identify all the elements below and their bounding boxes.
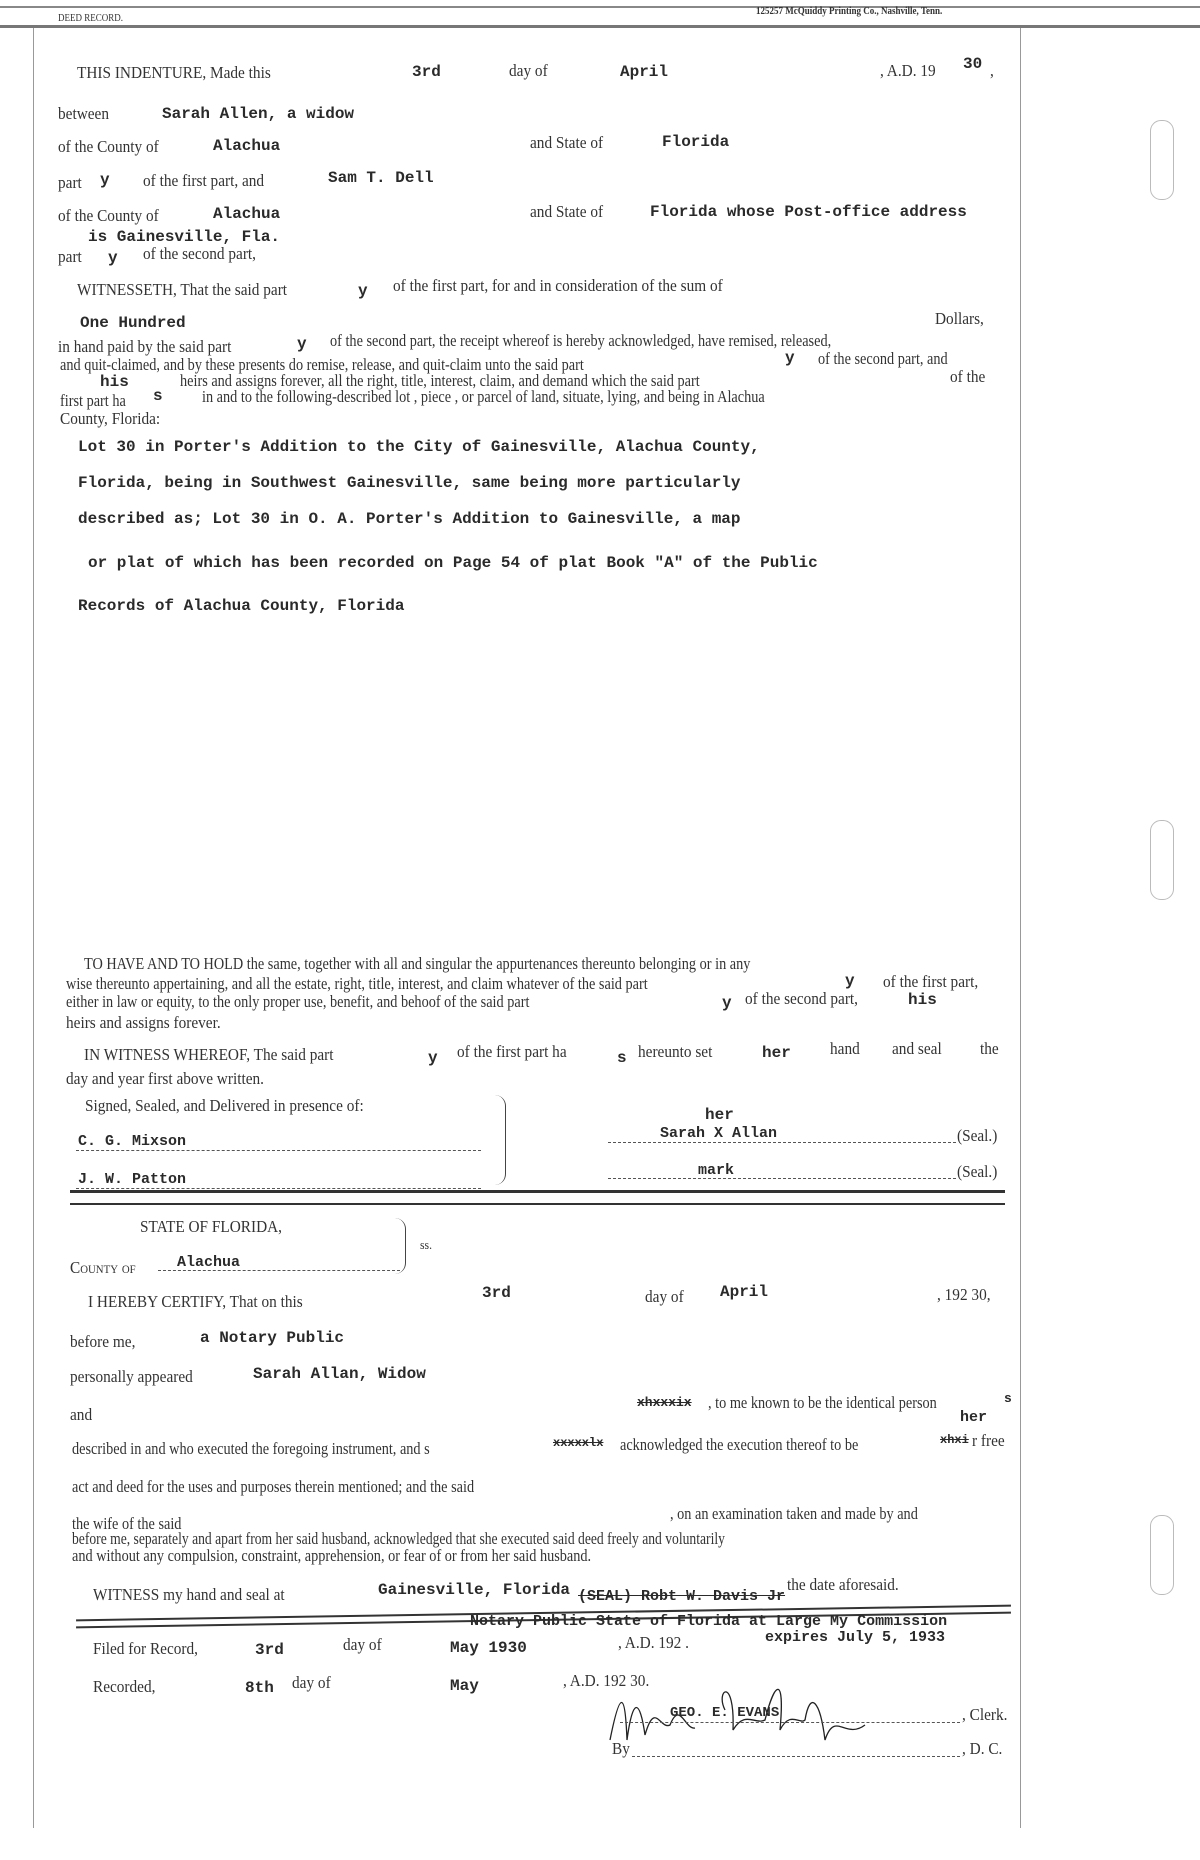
commission-expires: expires July 5, 1933 — [765, 1629, 946, 1646]
habendum-line: heirs and assigns forever. — [66, 1013, 221, 1032]
deputy-line — [632, 1756, 960, 1757]
county-of-label: County of — [70, 1258, 136, 1277]
mark-line — [608, 1178, 956, 1179]
body-line: of the — [950, 367, 986, 386]
habendum-line: of the second part, — [745, 989, 859, 1008]
in-witness-a: IN WITNESS WHEREOF, The said part — [84, 1045, 334, 1064]
indenture-day: 3rd — [412, 63, 441, 81]
state-label: and State of — [530, 202, 604, 221]
habendum-y: y — [722, 994, 732, 1012]
legal-description-line: or plat of which has been recorded on Page 54 of plat Book "A" of the Public — [88, 554, 818, 572]
county-label: of the County of — [58, 206, 159, 225]
grantor-signature: Sarah X Allan — [660, 1125, 778, 1142]
grantor-county: Alachua — [213, 137, 281, 155]
right-margin-line — [1020, 28, 1021, 1828]
body-line: and quit-claimed, and by these presents do remise, release, and quit-claim unto the said part — [60, 355, 584, 374]
grantor-state: Florida — [662, 133, 730, 151]
first-part-text: of the first part, and — [143, 171, 265, 190]
wife-text: the wife of the said — [72, 1514, 182, 1533]
body-line: in hand paid by the said part — [58, 337, 232, 356]
habendum-his: his — [908, 991, 937, 1009]
recorded-ad: , A.D. 192 30. — [563, 1671, 650, 1690]
binding-hole — [1150, 120, 1174, 200]
struck-text: xxxxxlx — [553, 1436, 604, 1450]
grantee-address: is Gainesville, Fla. — [88, 228, 281, 246]
ack-county: Alachua — [177, 1254, 241, 1271]
grantor-name: Sarah Allen, a widow — [162, 105, 355, 123]
indenture-label: THIS INDENTURE, Made this — [77, 63, 271, 82]
correction-her: her — [960, 1409, 988, 1426]
described-text: r free — [972, 1431, 1005, 1450]
body-line: first part ha — [60, 391, 126, 410]
party-label: part — [58, 173, 82, 192]
county-label: of the County of — [58, 137, 159, 156]
day-of-label: day of — [343, 1635, 382, 1654]
mark-label: mark — [698, 1162, 735, 1179]
notary-signature: (SEAL) Robt W. Davis Jr — [578, 1588, 786, 1605]
notary-title: Notary Public State of Florida at Large My Commission — [470, 1613, 948, 1630]
section-rule — [70, 1203, 1005, 1205]
grantee-name: Sam T. Dell — [328, 169, 434, 187]
ack-year: , 192 30, — [937, 1285, 991, 1304]
binding-hole — [1150, 820, 1174, 900]
legal-description-line: Lot 30 in Porter's Addition to the City of Gainesville, Alachua County, — [78, 438, 760, 456]
second-part-text: of the second part, — [143, 244, 257, 263]
in-witness-e: and seal — [892, 1039, 942, 1058]
party-label: part — [58, 247, 82, 266]
ack-month: April — [720, 1283, 769, 1301]
binding-hole — [1150, 1515, 1174, 1595]
day-of-label: day of — [645, 1287, 684, 1306]
printer-label: 125257 McQuiddy Printing Co., Nashville, Tenn. — [756, 6, 943, 17]
body-his: his — [100, 373, 129, 391]
mark-her: her — [705, 1106, 734, 1124]
dollars-label: Dollars, — [935, 309, 984, 328]
body-line: County, Florida: — [60, 409, 161, 428]
state-label: and State of — [530, 133, 604, 152]
habendum-y: y — [845, 972, 855, 990]
indenture-month: April — [620, 63, 669, 81]
witnesseth-y: y — [358, 282, 368, 300]
in-witness-s: s — [617, 1049, 627, 1067]
before-text: before me, separately and apart from her said husband, acknowledged that she executed said deed freely and voluntarily — [72, 1529, 725, 1548]
struck-text: xhxxxix — [637, 1395, 692, 1410]
dc-label: , D. C. — [962, 1739, 1003, 1758]
in-witness-b: of the first part ha — [457, 1042, 567, 1061]
ad-label: , A.D. 19 — [880, 61, 936, 80]
witness-place: Gainesville, Florida — [378, 1581, 571, 1599]
left-margin-line — [33, 28, 34, 1828]
ss-label: ss. — [420, 1237, 433, 1252]
exam-text: , on an examination taken and made by and — [670, 1504, 918, 1523]
filed-day: 3rd — [255, 1641, 284, 1659]
appeared-name: Sarah Allan, Widow — [253, 1365, 426, 1383]
described-text: acknowledged the execution thereof to be — [620, 1435, 859, 1454]
body-line: of the second part, and — [818, 349, 948, 368]
section-rule — [70, 1190, 1005, 1193]
officer-title: a Notary Public — [200, 1329, 345, 1347]
grantee-state: Florida whose Post-office address — [650, 203, 967, 221]
by-label: By — [612, 1739, 630, 1758]
clerk-name: GEO. E. EVANS — [670, 1705, 780, 1721]
habendum-line: wise thereunto appertaining, and all the estate, right, title, interest, and claim whatever of the said part — [66, 974, 648, 993]
between-label: between — [58, 104, 109, 123]
county-line — [158, 1270, 400, 1271]
legal-description-line: Records of Alachua County, Florida — [78, 597, 405, 615]
venue-brace — [395, 1218, 406, 1274]
day-of-label: day of — [509, 61, 548, 80]
without-text: and without any compulsion, constraint, apprehension, or fear of or from her said husband. — [72, 1546, 592, 1565]
filed-ad: , A.D. 192 . — [618, 1633, 689, 1652]
state-heading: STATE OF FLORIDA, — [140, 1217, 283, 1236]
witness-1: C. G. Mixson — [78, 1133, 187, 1150]
signed-sealed-label: Signed, Sealed, and Delivered in presence of: — [85, 1096, 364, 1115]
in-witness-l2: day and year first above written. — [66, 1069, 264, 1088]
recorded-label: Recorded, — [93, 1677, 156, 1696]
struck-text: xhxi — [940, 1433, 969, 1447]
body-y: y — [785, 349, 795, 367]
seal-label: (Seal.) — [957, 1162, 998, 1181]
signature-brace — [495, 1095, 506, 1185]
habendum-line: of the first part, — [883, 972, 979, 991]
consideration-amount: One Hundred — [80, 314, 186, 332]
witness-2-line — [76, 1188, 481, 1189]
in-witness-f: the — [980, 1039, 999, 1058]
in-witness-y: y — [428, 1049, 438, 1067]
party-suffix: y — [108, 249, 118, 267]
clerk-line — [620, 1722, 960, 1723]
body-s: s — [153, 387, 163, 405]
habendum-line: either in law or equity, to the only proper use, benefit, and behoof of the said part — [66, 992, 530, 1011]
header-rule-top — [0, 6, 1200, 8]
and-label: and — [70, 1405, 93, 1424]
witness-hand-label: WITNESS my hand and seal at — [93, 1585, 285, 1604]
seal-label: (Seal.) — [957, 1126, 998, 1145]
recorded-day: 8th — [245, 1679, 274, 1697]
filed-month: May 1930 — [450, 1639, 527, 1657]
habendum-line: TO HAVE AND TO HOLD the same, together with all and singular the appurtenances thereunto belonging or in any — [84, 954, 751, 973]
in-witness-d: hand — [830, 1039, 860, 1058]
witnesseth-a: WITNESSETH, That the said part — [77, 280, 288, 299]
witness-2: J. W. Patton — [78, 1171, 187, 1188]
body-line: heirs and assigns forever, all the right, title, interest, claim, and demand which the said part — [180, 371, 700, 390]
before-me-label: before me, — [70, 1332, 136, 1351]
act-text: act and deed for the uses and purposes therein mentioned; and the said — [72, 1477, 475, 1496]
day-of-label: day of — [292, 1673, 331, 1692]
described-text: described in and who executed the foregoing instrument, and s — [72, 1439, 430, 1458]
indenture-year: 30 — [963, 55, 983, 73]
witness-1-line — [76, 1150, 481, 1151]
grantee-county: Alachua — [213, 205, 281, 223]
legal-description-line: Florida, being in Southwest Gainesville, same being more particularly — [78, 474, 741, 492]
grantor-signature-line — [608, 1142, 956, 1143]
body-line: of the second part, the receipt whereof is hereby acknowledged, have remised, released, — [330, 331, 832, 350]
body-y: y — [297, 335, 307, 353]
witnesseth-b: of the first part, for and in consideration of the sum of — [393, 276, 723, 295]
certify-label: I HEREBY CERTIFY, That on this — [88, 1292, 303, 1311]
deed-record-label: DEED RECORD. — [58, 13, 124, 24]
body-line: in and to the following-described lot , piece , or parcel of land, situate, lying, and being in Alachua — [202, 387, 765, 406]
comma: , — [990, 61, 994, 80]
legal-description-line: described as; Lot 30 in O. A. Porter's Addition to Gainesville, a map — [78, 510, 741, 528]
date-aforesaid: the date aforesaid. — [787, 1575, 899, 1594]
struck-s: s — [1004, 1391, 1012, 1406]
in-witness-her: her — [762, 1044, 791, 1062]
ack-day: 3rd — [482, 1284, 511, 1302]
filed-label: Filed for Record, — [93, 1639, 198, 1658]
known-text: , to me known to be the identical person — [708, 1393, 937, 1412]
in-witness-c: hereunto set — [638, 1042, 713, 1061]
appeared-label: personally appeared — [70, 1367, 193, 1386]
party-suffix: y — [100, 171, 110, 189]
clerk-label: , Clerk. — [962, 1705, 1008, 1724]
recorded-month: May — [450, 1677, 479, 1695]
